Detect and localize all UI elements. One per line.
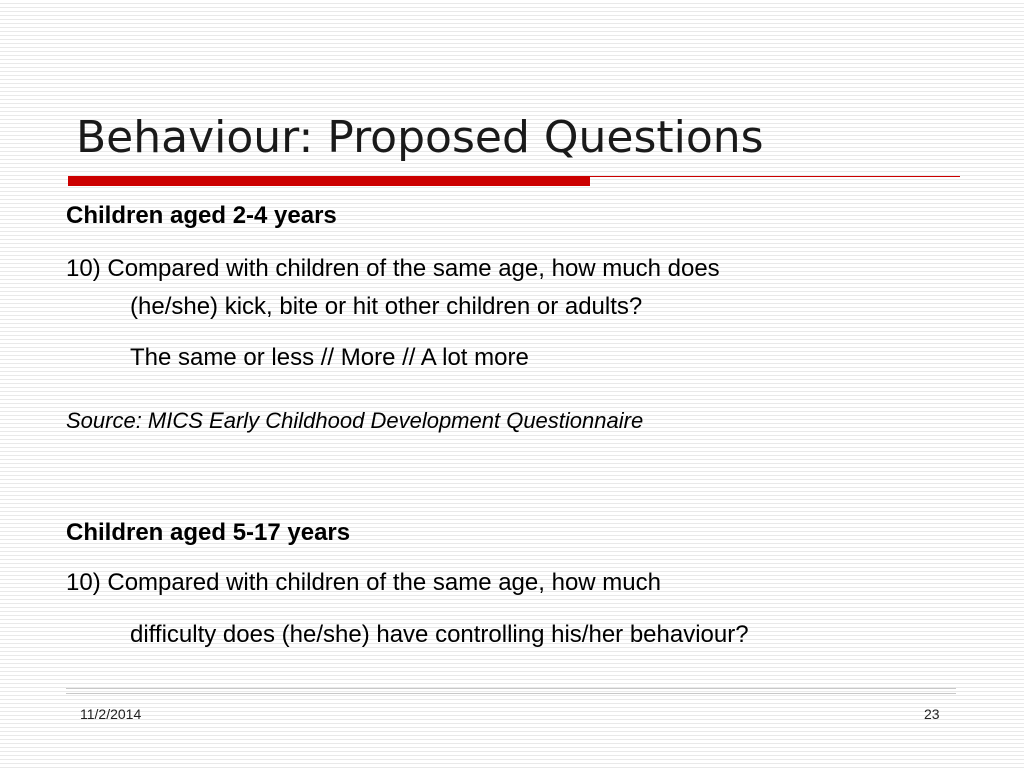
footer-date: 11/2/2014: [80, 706, 142, 722]
footer-divider-bottom: [66, 693, 956, 694]
question-5-17-line2: difficulty does (he/she) have controlling his/her behaviour?: [130, 621, 749, 648]
section-heading-2-4: Children aged 2-4 years: [66, 202, 337, 229]
title-underline-accent: [68, 176, 590, 186]
section-heading-5-17: Children aged 5-17 years: [66, 519, 351, 546]
question-5-17-line1: 10) Compared with children of the same age, how much: [66, 569, 661, 596]
question-2-4-line2: (he/she) kick, bite or hit other children or adults?: [130, 293, 643, 320]
slide-title: Behaviour: Proposed Questions: [76, 112, 764, 163]
source-citation: Source: MICS Early Childhood Development Questionnaire: [66, 408, 644, 433]
slide-number: 23: [924, 706, 940, 722]
title-underline-thin: [590, 176, 960, 177]
answer-options-2-4: The same or less // More // A lot more: [130, 344, 529, 371]
footer-divider-top: [66, 688, 956, 689]
question-2-4-line1: 10) Compared with children of the same age, how much does: [66, 255, 720, 282]
